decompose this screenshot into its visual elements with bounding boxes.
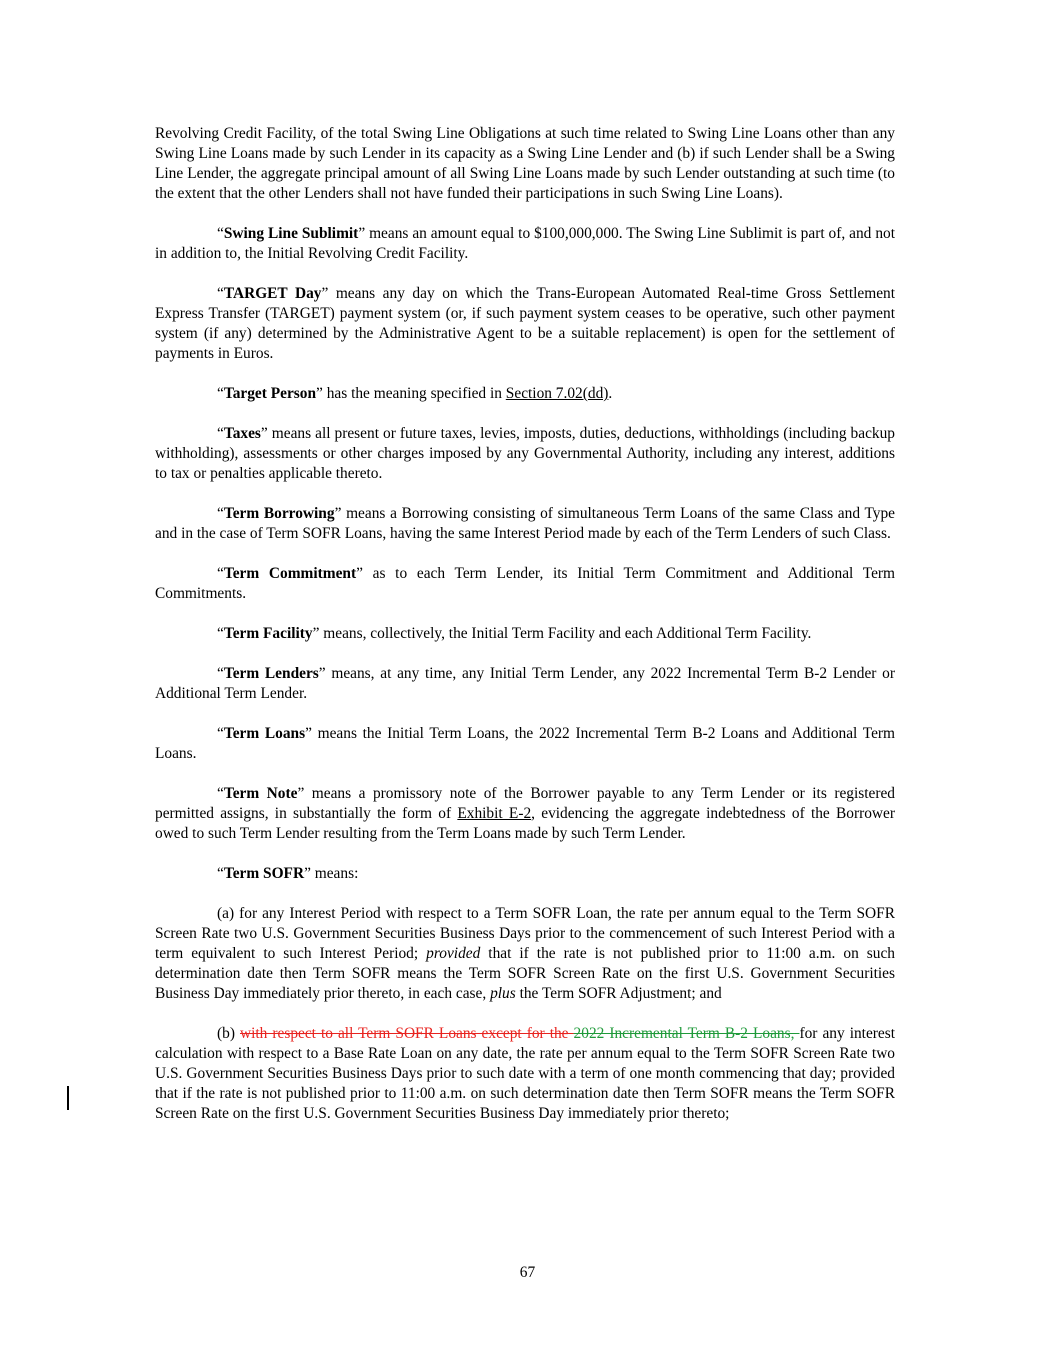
definition-taxes (155, 424, 895, 484)
definition-text: ” has the meaning specified in (316, 385, 506, 402)
italic-plus: plus (490, 985, 516, 1002)
open-quote: “ (217, 725, 224, 742)
open-quote: “ (217, 865, 224, 882)
defined-term: Target Person (223, 385, 317, 402)
definition-text: ” means all present or future taxes, levies, imposts, duties, deductions, withholdings (including backup withholding), assessments or other charges imposed by any Governmental Authority, including any interest, additions to tax or penalties applicable thereto. (155, 425, 895, 482)
defined-term: Taxes (223, 425, 261, 442)
definition-term-loans (155, 724, 895, 764)
deleted-text-red: with respect to all Term SOFR Loans except for the (239, 1025, 574, 1042)
section-reference-link[interactable]: Section 7.02(dd) (505, 385, 609, 402)
defined-term: Term Note (223, 785, 298, 802)
definition-term-sofr (155, 864, 895, 884)
defined-term: Swing Line Sublimit (223, 225, 359, 242)
defined-term: Term Lenders (223, 665, 319, 682)
open-quote: “ (217, 385, 224, 402)
page-number: 67 (519, 1264, 536, 1281)
definition-term-lenders (155, 664, 895, 704)
open-quote: “ (217, 565, 224, 582)
definition-text: ” means a Borrowing consisting of simultaneous Term Loans of the same Class and Type and in the case of Term SOFR Loans, having the same Interest Period made by each of the Term Lenders of such Class. (155, 505, 895, 542)
paragraph-swing-line-exposure-continued (155, 124, 895, 204)
exhibit-reference-link[interactable]: Exhibit E-2 (457, 805, 532, 822)
defined-term: Term Loans (223, 725, 306, 742)
definition-text: ” means, at any time, any Initial Term Lender, any 2022 Incremental Term B-2 Lender or Additional Term Lender. (155, 665, 895, 702)
term-sofr-clause-b (155, 1024, 895, 1124)
definition-text: ” means a promissory note of the Borrower payable to any Term Lender or its registered permitted assigns, in substantially the form of (155, 785, 895, 822)
clause-text: (a) for any Interest Period with respect to a Term SOFR Loan, the rate per annum equal to the Term SOFR Screen Rate two U.S. Government Securities Business Days prior to the commencement of such Interest Period with a term equivalent to such Interest Period; (155, 905, 895, 962)
defined-term: Term Borrowing (223, 505, 335, 522)
open-quote: “ (217, 665, 224, 682)
definition-target-person (155, 384, 895, 404)
term-sofr-clause-a (155, 904, 895, 1004)
defined-term: Term SOFR (223, 865, 305, 882)
revision-change-bar (67, 1086, 69, 1110)
document-body (155, 124, 895, 1144)
definition-text: ” means, collectively, the Initial Term Facility and each Additional Term Facility. (312, 625, 812, 642)
definition-text: ” means any day on which the Trans-European Automated Real-time Gross Settlement Express Transfer (TARGET) payment system (or, if such payment system ceases to be operative, such other payment system (if any) determined by the Administrative Agent to be a suitable replacement) is open for the settlement of payments in Euros. (155, 285, 895, 362)
open-quote: “ (217, 285, 224, 302)
definition-term-borrowing (155, 504, 895, 544)
definition-term-commitment (155, 564, 895, 604)
open-quote: “ (217, 625, 224, 642)
definition-target-day (155, 284, 895, 364)
definition-swing-line-sublimit (155, 224, 895, 264)
paragraph-text: Revolving Credit Facility, of the total Swing Line Obligations at such time related to Swing Line Loans other than any Swing Line Loans made by such Lender in its capacity as a Swing Line Lender and (b) if such Lender shall be a Swing Line Lender, the aggregate principal amount of all Swing Line Loans made by such Lender outstanding at such time (to the extent that the other Lenders shall not have funded their participations in such Swing Line Loans). (155, 125, 895, 202)
clause-lead: (b) (217, 1025, 240, 1042)
definition-text: ” as to each Term Lender, its Initial Term Commitment and Additional Term Commitments. (155, 565, 895, 602)
definition-text: ” means an amount equal to $100,000,000. The Swing Line Sublimit is part of, and not in addition to, the Initial Revolving Credit Facility. (155, 225, 895, 262)
defined-term: Term Commitment (223, 565, 357, 582)
open-quote: “ (217, 425, 224, 442)
clause-text-2: that if the rate is not published prior to 11:00 a.m. on such determination date then Term SOFR means the Term SOFR Screen Rate on the first U.S. Government Securities Business Day immediately prior thereto, in each case, (155, 945, 896, 1002)
open-quote: “ (217, 225, 224, 242)
definition-text: ” means the Initial Term Loans, the 2022 Incremental Term B-2 Loans and Additional Term Loans. (155, 725, 896, 762)
italic-provided: provided (426, 945, 481, 962)
clause-text: for any interest calculation with respect to a Base Rate Loan on any date, the rate per annum equal to the Term SOFR Screen Rate two U.S. Government Securities Business Days prior to such date with a term of one month commencing that day; provided that if the rate is not published prior to 11:00 a.m. on such determination date then Term SOFR means the Term SOFR Screen Rate on the first U.S. Government Securities Business Day immediately prior thereto; (155, 1025, 896, 1122)
definition-text-end: . (608, 385, 613, 402)
definition-text: ” means: (304, 865, 359, 882)
definition-term-facility (155, 624, 895, 644)
definition-term-note (155, 784, 895, 844)
clause-text-3: the Term SOFR Adjustment; and (515, 985, 722, 1002)
defined-term: Term Facility (223, 625, 313, 642)
deleted-text-green: 2022 Incremental Term B-2 Loans, (573, 1025, 800, 1042)
open-quote: “ (217, 785, 224, 802)
open-quote: “ (217, 505, 224, 522)
defined-term: TARGET Day (223, 285, 322, 302)
definition-text-end: , evidencing the aggregate indebtedness of the Borrower owed to such Term Lender resulting from the Term Loans made by such Term Lender. (155, 805, 895, 842)
